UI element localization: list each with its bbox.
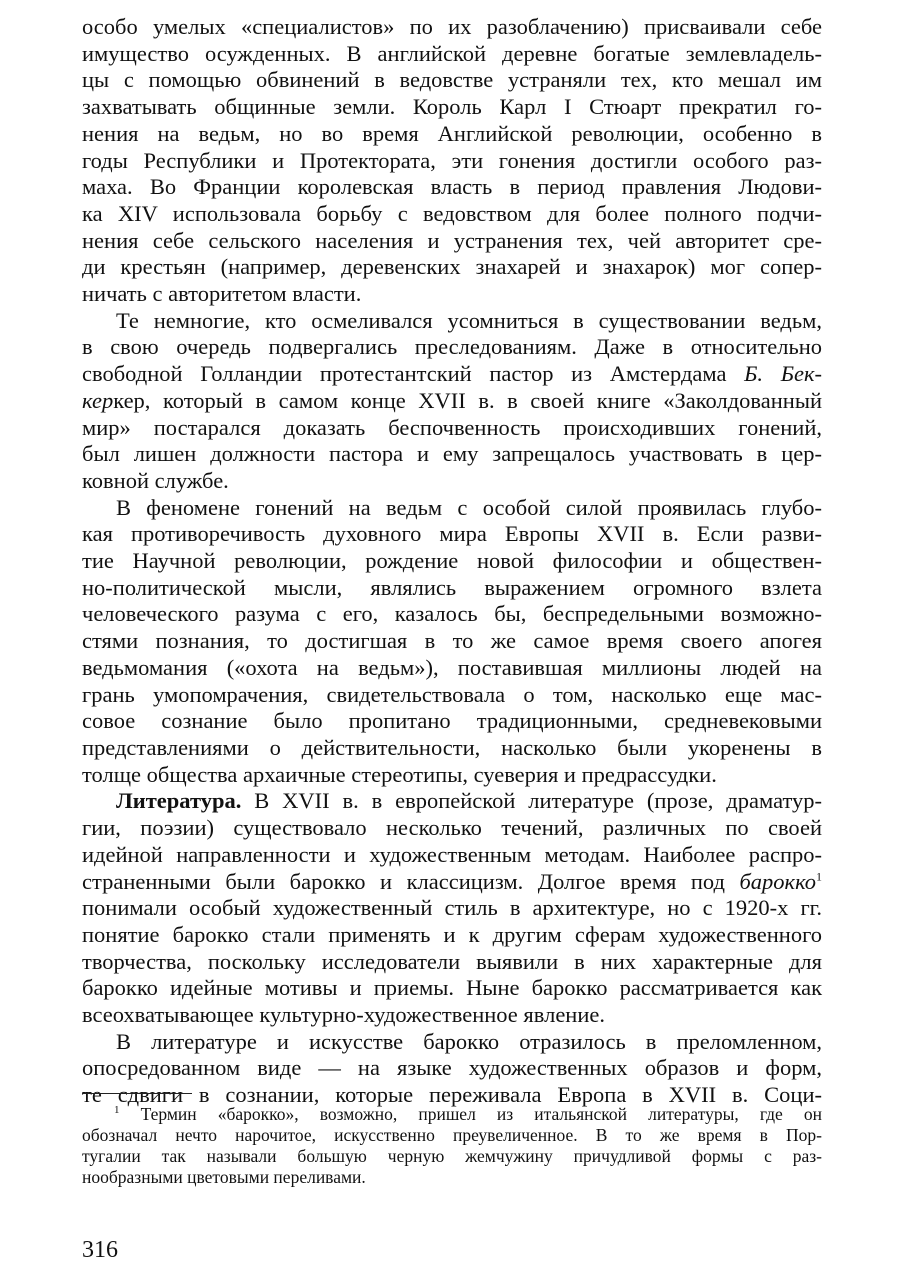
text-line: ничать с авторитетом власти. bbox=[82, 281, 362, 307]
text-line: барокко идейные мотивы и приемы. Ныне барокко рассматривается как bbox=[82, 975, 822, 1001]
text-line: гии, поэзии) существовало несколько течений, различных по своей bbox=[82, 815, 822, 841]
text-line: понимали особый художественный стиль в архитектуре, но с 1920-х гг. bbox=[82, 895, 822, 921]
text-line: цы с помощью обвинений в ведовстве устраняли тех, кто мешал им bbox=[82, 67, 822, 93]
footnote-line: тугалии так называли большую черную жемчужину причудливой формы с раз- bbox=[82, 1146, 822, 1166]
text-line: человеческого разума с его, казалось бы, беспредельными возможно- bbox=[82, 601, 822, 627]
text-line: кая противоречивость духовного мира Европы XVII в. Если разви- bbox=[82, 521, 822, 547]
text-line: тие Научной революции, рождение новой философии и обществен- bbox=[82, 548, 822, 574]
paragraph-4 bbox=[82, 788, 822, 1028]
text-line: стями познания, то достигшая в то же самое время своего апогея bbox=[82, 628, 822, 654]
text-line: понятие барокко стали применять и к другим сферам художественного bbox=[82, 921, 822, 947]
text-line: те сдвиги в сознании, которые переживала Европа в XVII в. Соци- bbox=[82, 1082, 822, 1108]
text-segment: свободной Голландии протестантский пастор из Амстердама bbox=[82, 361, 745, 387]
paragraph-1 bbox=[82, 14, 822, 308]
italic-term-baroque: барокко bbox=[739, 868, 816, 894]
text-line bbox=[82, 869, 822, 896]
paragraph-5 bbox=[82, 1029, 822, 1109]
footnote-divider bbox=[82, 1093, 192, 1094]
text-line: представлениями о действительности, насколько были укоренены в bbox=[82, 734, 822, 760]
text-line: В литературе и искусстве барокко отразилось в преломленном, bbox=[116, 1028, 822, 1054]
text-line: нения на ведьм, но во время Английской революции, особенно в bbox=[82, 120, 822, 146]
text-line: ка XIV использовала борьбу с ведовством для более полного подчи- bbox=[82, 200, 822, 226]
text-line: творчества, поскольку исследователи выявили в них характерные для bbox=[82, 948, 822, 974]
text-line: толще общества архаичные стереотипы, суеверия и предрассудки. bbox=[82, 761, 717, 787]
text-line: мир» постарался доказать беспочвенность происходивших гонений, bbox=[82, 414, 822, 440]
page-number: 316 bbox=[82, 1237, 118, 1263]
footnote-line: нообразными цветовыми переливами. bbox=[82, 1167, 366, 1187]
text-line bbox=[82, 388, 822, 415]
text-line: ди крестьян (например, деревенских знахарей и знахарок) мог сопер- bbox=[82, 254, 822, 280]
text-line: захватывать общинные земли. Король Карл I Стюарт прекратил го- bbox=[82, 94, 822, 120]
text-segment: В XVII в. в европейской литературе (прозе, драматур- bbox=[241, 788, 822, 814]
footnote-line bbox=[82, 1104, 822, 1125]
text-line: годы Республики и Протектората, эти гонения достигли особого раз- bbox=[82, 147, 822, 173]
text-segment: кер, который в самом конце XVII в. в своей книге «Заколдованный bbox=[113, 387, 822, 413]
text-line: ковной службе. bbox=[82, 467, 229, 493]
text-line bbox=[82, 788, 822, 815]
text-line: совое сознание было пропитано традиционными, средневековыми bbox=[82, 708, 822, 734]
book-page-body bbox=[82, 14, 822, 1109]
text-line: В феномене гонений на ведьм с особой силой проявилась глубо- bbox=[116, 494, 822, 520]
text-line bbox=[82, 361, 822, 388]
text-line: имущество осужденных. В английской деревне богатые землевладель- bbox=[82, 40, 822, 66]
text-line: грань умопомрачения, свидетельствовала о том, насколько еще мас- bbox=[82, 681, 822, 707]
footnote-line: обозначал нечто нарочитое, искусственно преувеличенное. В то же время в Пор- bbox=[82, 1125, 822, 1145]
text-line: но-политической мысли, являлись выражением огромного взлета bbox=[82, 574, 822, 600]
text-line: был лишен должности пастора и ему запрещалось участвовать в цер- bbox=[82, 441, 822, 467]
paragraph-3 bbox=[82, 495, 822, 789]
text-segment: страненными были барокко и классицизм. Долгое время под bbox=[82, 868, 740, 894]
text-line: опосредованном виде — на языке художественных образов и форм, bbox=[82, 1055, 822, 1081]
text-line: всеохватывающее культурно-художественное явление. bbox=[82, 1002, 605, 1028]
paragraph-2 bbox=[82, 308, 822, 495]
section-heading-literature: Литература. bbox=[116, 788, 242, 814]
footnote bbox=[82, 1104, 822, 1188]
text-line: особо умелых «специалистов» по их разоблачению) присваивали себе bbox=[82, 14, 822, 39]
text-segment: Термин «барокко», возможно, пришел из итальянской литературы, где он bbox=[119, 1104, 822, 1124]
text-line: в свою очередь подвергались преследованиям. Даже в относительно bbox=[82, 334, 822, 360]
text-line: ведьмомания («охота на ведьм»), поставившая миллионы людей на bbox=[82, 654, 822, 680]
footnote-mark: 1 bbox=[114, 1104, 120, 1117]
text-line: маха. Во Франции королевская власть в период правления Людови- bbox=[82, 174, 822, 200]
italic-author-name: Б. Бек- bbox=[744, 361, 822, 387]
footnote-reference: 1 bbox=[816, 869, 822, 883]
text-line: Те немногие, кто осмеливался усомниться в существовании ведьм, bbox=[116, 307, 822, 333]
text-line: идейной направленности и художественным методам. Наиболее распро- bbox=[82, 841, 822, 867]
text-line: нения себе сельского населения и устранения тех, чей авторитет сре- bbox=[82, 227, 822, 253]
italic-author-name-cont: кер bbox=[82, 387, 114, 413]
